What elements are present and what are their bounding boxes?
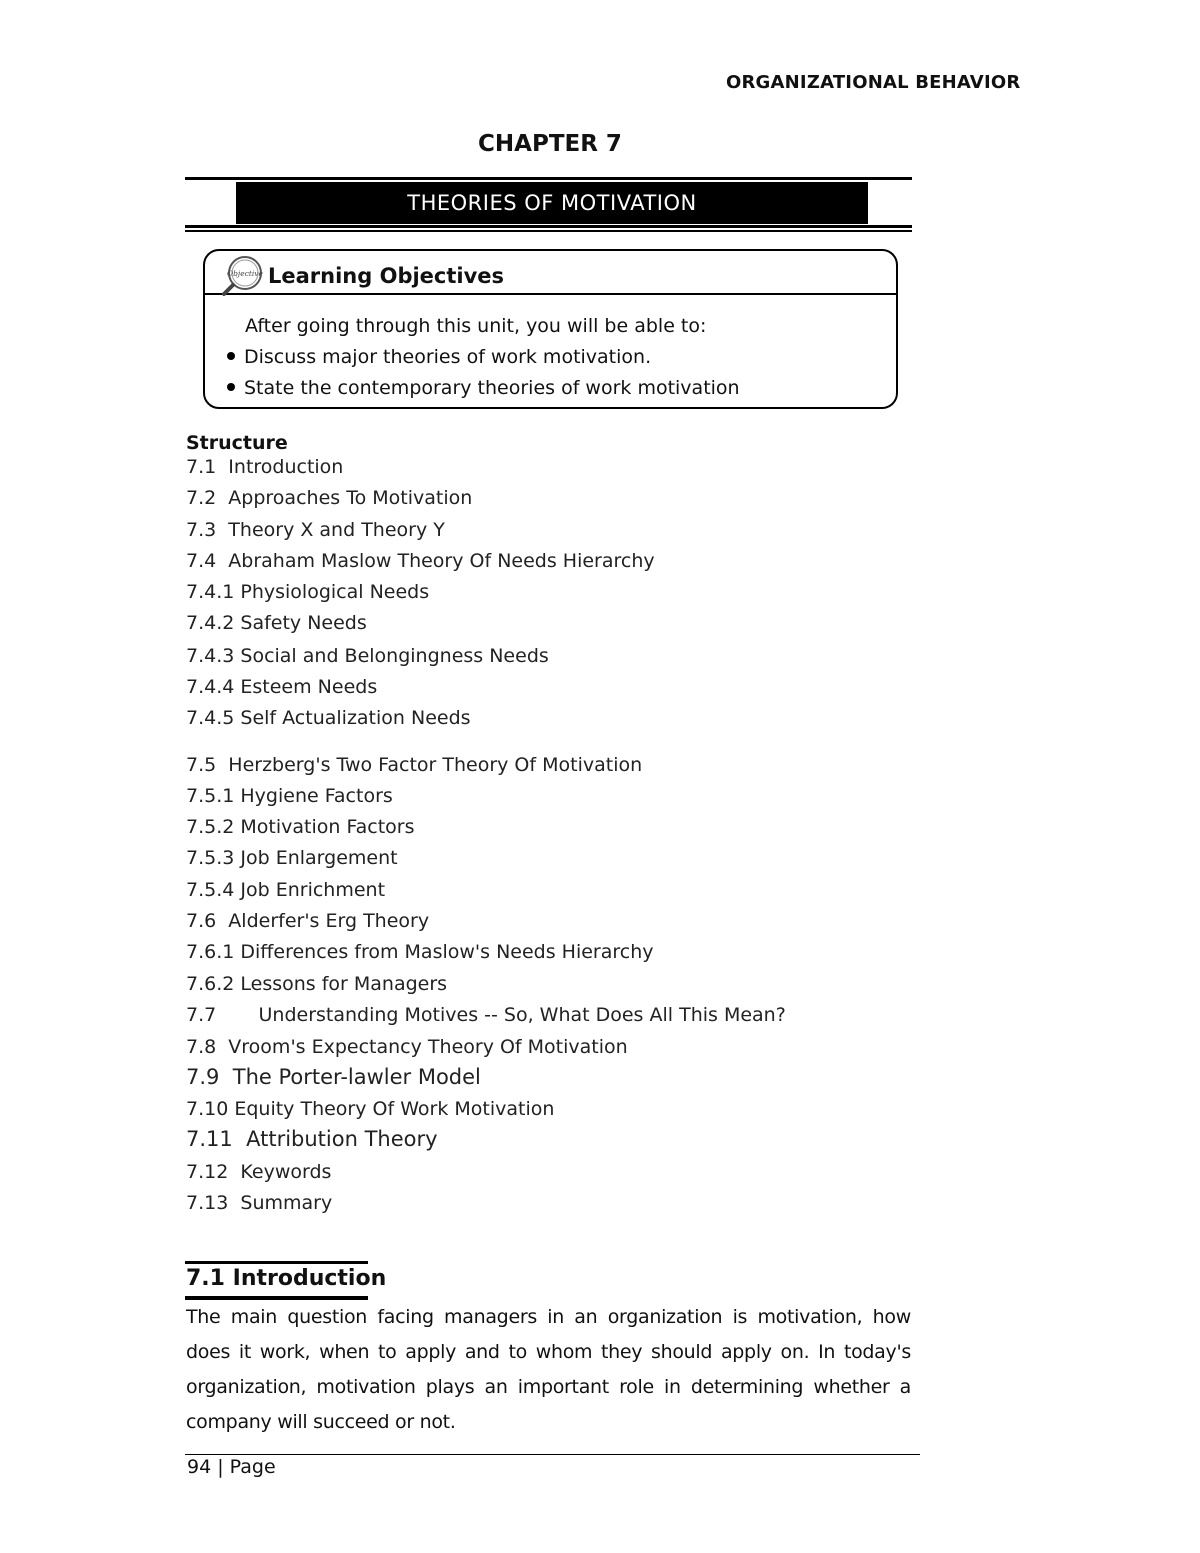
- toc-item: 7.4.2 Safety Needs: [186, 612, 367, 634]
- objectives-intro: After going through this unit, you will be able to:: [245, 315, 707, 337]
- toc-item: 7.5.1 Hygiene Factors: [186, 785, 393, 807]
- toc-item: 7.5.4 Job Enrichment: [186, 879, 386, 901]
- toc-item: 7.13 Summary: [186, 1192, 333, 1214]
- objective-bullet-item: [227, 377, 740, 399]
- toc-item: 7.4.3 Social and Belongingness Needs: [186, 645, 549, 667]
- chapter-title-band: [236, 182, 868, 224]
- objectives-divider: [205, 293, 896, 295]
- title-rule-bottom-1: [185, 225, 912, 228]
- bullet-icon: [227, 352, 235, 360]
- toc-item: 7.4 Abraham Maslow Theory Of Needs Hierarchy: [186, 550, 655, 572]
- structure-heading: Structure: [186, 432, 288, 454]
- toc-item: 7.1 Introduction: [186, 456, 344, 478]
- toc-item: 7.5 Herzberg's Two Factor Theory Of Motivation: [186, 754, 643, 776]
- objective-icon-text: Objective: [226, 269, 264, 278]
- learning-objectives-box: [203, 249, 898, 409]
- section-rule-top: [185, 1261, 368, 1264]
- toc-item: 7.7 Understanding Motives -- So, What Does All This Mean?: [186, 1004, 786, 1026]
- title-rule-top: [185, 177, 912, 180]
- toc-item: 7.4.1 Physiological Needs: [186, 581, 430, 603]
- objective-bullet-item: [227, 346, 651, 368]
- toc-item: 7.8 Vroom's Expectancy Theory Of Motivation: [186, 1036, 628, 1058]
- toc-item: 7.4.5 Self Actualization Needs: [186, 707, 471, 729]
- objective-text: Discuss major theories of work motivation.: [244, 346, 652, 368]
- running-header: ORGANIZATIONAL BEHAVIOR: [726, 72, 1021, 93]
- toc-item: 7.6.1 Differences from Maslow's Needs Hierarchy: [186, 941, 654, 963]
- toc-item: 7.4.4 Esteem Needs: [186, 676, 378, 698]
- intro-paragraph: The main question facing managers in an organization is motivation, how does it work, when to apply and to whom they should apply on. In today's organization, motivation plays an important role in determining whether a company will succeed or not.: [186, 1306, 911, 1433]
- title-rule-bottom-2: [185, 230, 912, 232]
- magnifier-objective-icon: [221, 254, 265, 296]
- toc-item: 7.5.3 Job Enlargement: [186, 847, 398, 869]
- toc-item: 7.5.2 Motivation Factors: [186, 816, 415, 838]
- bullet-icon: [227, 383, 235, 391]
- footer-rule: [185, 1454, 920, 1455]
- toc-item: 7.12 Keywords: [186, 1161, 332, 1183]
- toc-item: 7.6.2 Lessons for Managers: [186, 973, 448, 995]
- objective-text: State the contemporary theories of work motivation: [244, 377, 740, 399]
- toc-item: 7.10 Equity Theory Of Work Motivation: [186, 1098, 555, 1120]
- page-number: 94 | Page: [187, 1456, 276, 1478]
- objectives-heading: Learning Objectives: [268, 264, 505, 288]
- toc-item: 7.6 Alderfer's Erg Theory: [186, 910, 430, 932]
- toc-item: 7.11 Attribution Theory: [186, 1127, 438, 1151]
- chapter-number: CHAPTER 7: [478, 131, 622, 157]
- toc-item: 7.9 The Porter-lawler Model: [186, 1065, 481, 1089]
- toc-item: 7.3 Theory X and Theory Y: [186, 519, 445, 541]
- chapter-title: THEORIES OF MOTIVATION: [407, 191, 697, 215]
- section-heading: 7.1 Introduction: [186, 1266, 387, 1291]
- toc-item: 7.2 Approaches To Motivation: [186, 487, 473, 509]
